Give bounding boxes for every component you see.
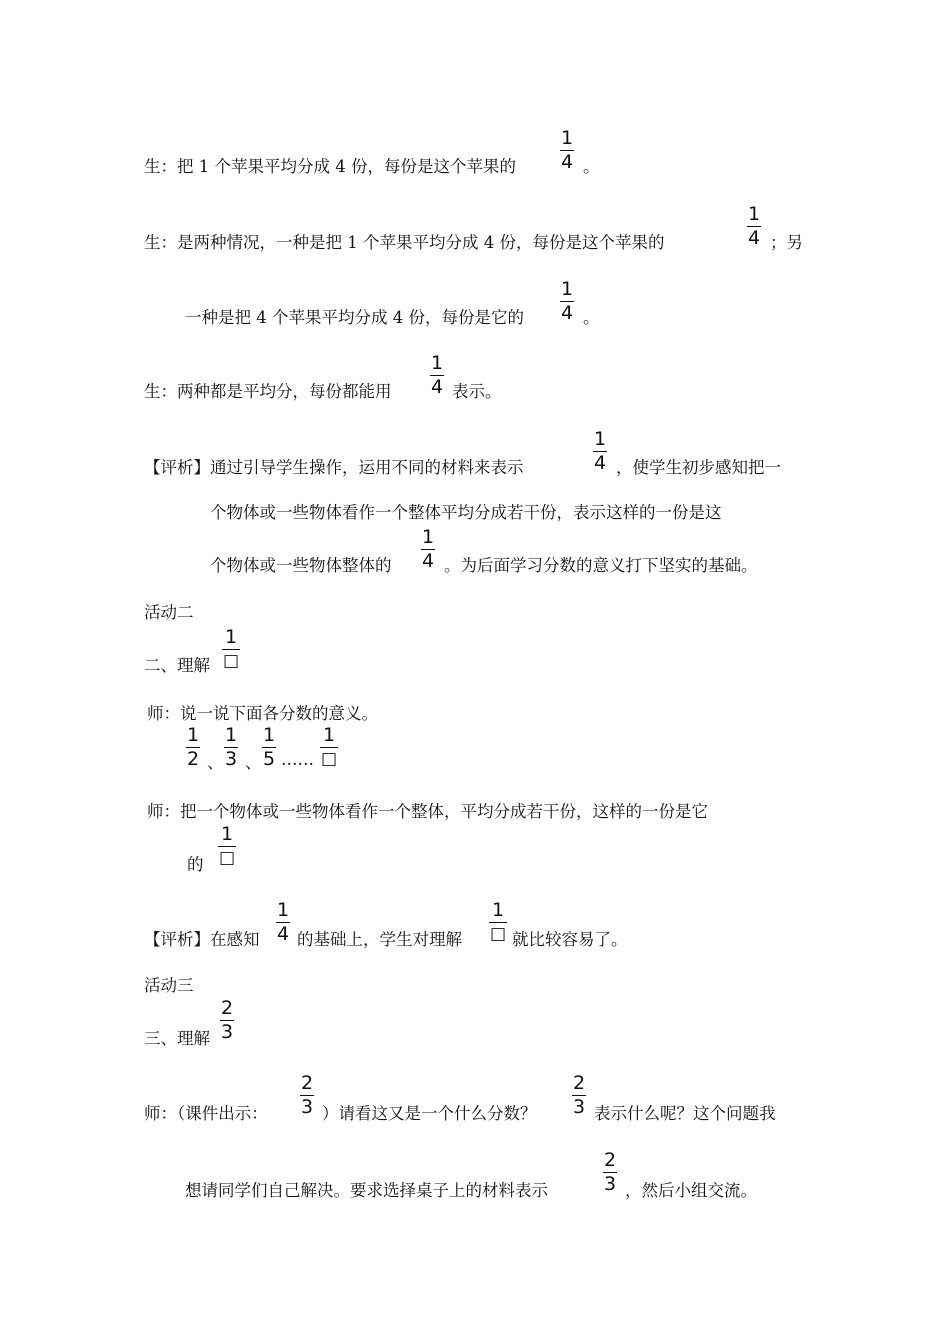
student-line-2: 生：是两种情况，一种是把 1 个苹果平均分成 4 份，每份是这个苹果的 <box>144 233 665 252</box>
ellipsis: …… <box>281 750 314 769</box>
fraction-two-thirds: 2 3 <box>301 1072 314 1118</box>
fraction-two-thirds: 2 3 <box>604 1149 617 1195</box>
fraction-two-thirds: 2 3 <box>573 1072 586 1118</box>
text: 表示什么呢？这个问题我 <box>594 1104 776 1123</box>
fraction-one-quarter: 1 4 <box>561 127 574 173</box>
teacher-line-1: 师：说一说下面各分数的意义。 <box>147 704 378 723</box>
teacher-line-4: 师：（课件出示： <box>144 1104 268 1123</box>
text: ，然后小组交流。 <box>625 1181 757 1200</box>
teacher-line-2: 师：把一个物体或一些物体看作一个整体，平均分成若干份，这样的一份是它 <box>147 802 708 821</box>
punct: 。 <box>583 157 600 176</box>
separator: 、 <box>245 753 262 772</box>
section-2-heading: 二、理解 <box>144 656 210 675</box>
commentary-line-3: 个物体或一些物体整体的 <box>210 556 392 575</box>
fraction-one-quarter: 1 4 <box>431 352 444 398</box>
student-line-1: 生：把 1 个苹果平均分成 4 份，每份是这个苹果的 <box>144 157 516 176</box>
section-3-heading: 三、理解 <box>144 1029 210 1048</box>
activity-2-heading: 活动二 <box>144 603 194 622</box>
fraction-one-quarter: 1 4 <box>422 526 435 572</box>
fraction-one-over-box: 1 □ <box>223 626 240 671</box>
commentary-2: 【评析】在感知 <box>144 930 260 949</box>
student-line-4: 生：两种都是平均分，每份都能用 <box>144 382 392 401</box>
fraction-one-quarter: 1 4 <box>748 203 761 249</box>
fraction-one-over-box: 1 □ <box>219 823 236 868</box>
fraction-one-third: 1 3 <box>225 724 238 770</box>
text: ）请看这又是一个什么分数？ <box>322 1104 537 1123</box>
commentary-line-2: 个物体或一些物体看作一个整体平均分成若干份，表示这样的一份是这 <box>210 503 722 522</box>
fraction-one-quarter: 1 4 <box>594 428 607 474</box>
fraction-one-over-box: 1 □ <box>490 899 507 944</box>
text: 。为后面学习分数的意义打下坚实的基础。 <box>444 556 758 575</box>
commentary-line-1: 【评析】通过引导学生操作，运用不同的材料来表示 <box>144 458 524 477</box>
punct: ；另 <box>770 233 803 252</box>
punct: 。 <box>583 308 600 327</box>
fraction-one-over-box: 1 □ <box>321 724 338 769</box>
activity-3-heading: 活动三 <box>144 976 194 995</box>
student-line-3: 一种是把 4 个苹果平均分成 4 份，每份是它的 <box>185 308 524 327</box>
text: 表示。 <box>452 382 502 401</box>
fraction-one-half: 1 2 <box>187 724 200 770</box>
separator: 、 <box>207 753 224 772</box>
fraction-one-quarter: 1 4 <box>561 278 574 324</box>
fraction-one-fifth: 1 5 <box>263 724 276 770</box>
text: 的基础上，学生对理解 <box>297 930 462 949</box>
teacher-line-5: 想请同学们自己解决。要求选择桌子上的材料表示 <box>185 1181 548 1200</box>
fraction-two-thirds: 2 3 <box>221 997 234 1043</box>
teacher-line-3: 的 <box>187 855 204 874</box>
text: ，使学生初步感知把一 <box>616 458 781 477</box>
fraction-one-quarter: 1 4 <box>277 899 290 945</box>
text: 就比较容易了。 <box>512 930 628 949</box>
